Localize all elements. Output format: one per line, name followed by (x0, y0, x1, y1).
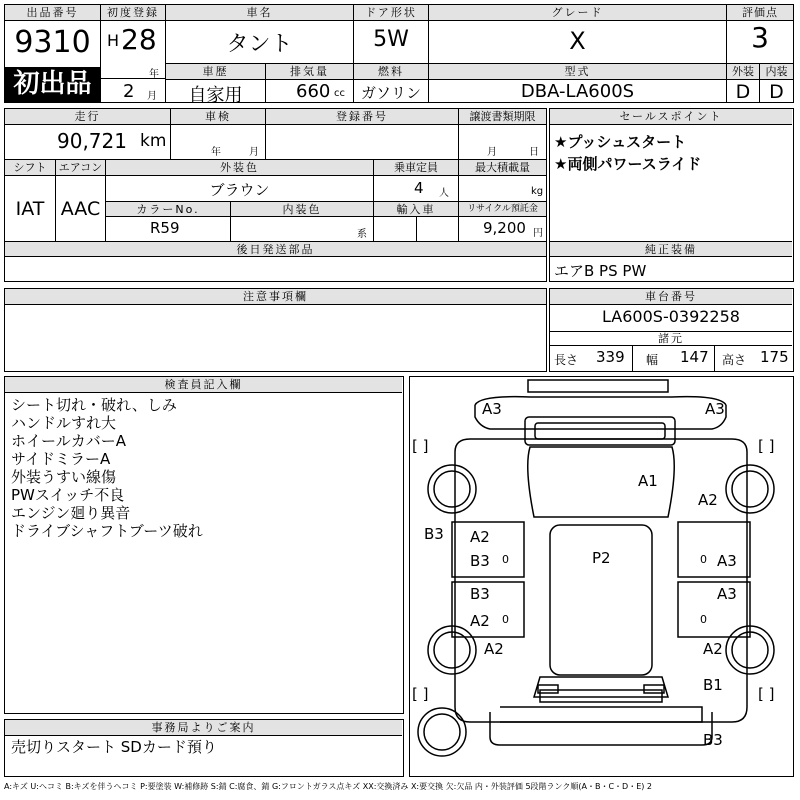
rear-light-right (644, 685, 664, 693)
damage-diagram (409, 376, 794, 777)
equipment-cell (550, 241, 792, 281)
grille (535, 423, 665, 439)
capacity-label: 乗車定員 (374, 160, 458, 176)
year-unit: 年 (149, 69, 159, 80)
damage-a2-right-rear: A2 (703, 640, 723, 658)
import-label: 輸入車 (374, 202, 458, 217)
inspector-line-8: ドライブシャフトブーツ破れ (11, 522, 203, 540)
length: 339 (596, 348, 625, 366)
door: 5W (373, 27, 409, 52)
damage-p2-roof: P2 (592, 549, 611, 567)
shift: IAT (15, 198, 45, 220)
bracket-right-top: [ ] (758, 437, 775, 455)
first-reg-year: 28 (121, 23, 157, 56)
damage-b1-right-rear: B1 (703, 676, 723, 694)
door-mark-fl: 0 (502, 553, 509, 566)
equipment: エアB PS PW (554, 262, 647, 280)
shift-label: シフト (5, 160, 55, 176)
divider (714, 346, 715, 371)
first-reg-cell (100, 5, 165, 102)
door-front-right (678, 522, 750, 577)
score-label: 評価点 (727, 5, 793, 21)
mileage-unit: km (140, 131, 167, 151)
displacement-label: 排気量 (266, 64, 353, 80)
damage-a2-left-rear: A2 (484, 640, 504, 658)
wheel-front-right-inner (732, 471, 768, 507)
shift-cell (5, 159, 55, 241)
grade-label: グレード (429, 5, 726, 21)
lot-no: 9310 (14, 25, 91, 60)
color-no-cell (105, 201, 230, 241)
mileage: 90,721 (57, 129, 127, 153)
exterior-label: 外装 (727, 64, 759, 80)
height-label: 高さ (722, 353, 747, 367)
inspector-line-1: シート切れ・破れ、しみ (11, 396, 177, 414)
sales-point-1: ★プッシュスタート (554, 133, 687, 151)
interior-score: D (769, 81, 784, 103)
damage-a2-right-front: A2 (698, 491, 718, 509)
lot-no-label: 出品番号 (5, 5, 100, 21)
legend: A:キズ U:ヘコミ B:キズを伴うヘコミ P:要塗装 W:補修跡 S:錆 C:腐食、錆 G:フロントガラス点キズ XX:交換済み X:要交換 欠:欠品 内・外装評価 5段階ランク順(A・B・C・D・E) 2 (4, 782, 653, 791)
int-color-label: 内装色 (231, 202, 373, 217)
dims-label: 諸元 (550, 332, 792, 346)
sales-points-block (549, 108, 794, 282)
interior-label: 内装 (760, 64, 793, 80)
chassis-block (549, 288, 794, 372)
max-load-unit: kg (531, 186, 544, 197)
inspector-line-7: エンジン廻り異音 (11, 504, 131, 522)
capacity-cell (373, 159, 458, 201)
aircon-label: エアコン (56, 160, 105, 176)
mileage-cell (5, 109, 170, 159)
grade: X (569, 27, 586, 55)
sales-points-label: セールスポイント (550, 109, 792, 125)
spare-wheel-inner (424, 714, 460, 750)
displacement: 660 (296, 81, 331, 102)
inspection-label: 車検 (171, 109, 265, 125)
door-mark-fr: 0 (700, 553, 707, 566)
model-cell (428, 63, 726, 102)
chassis-number: LA600S-0392258 (602, 307, 740, 326)
color-no-label: カラーNo. (106, 202, 230, 217)
ext-color: ブラウン (209, 181, 270, 199)
inspector-notes-block (4, 376, 404, 714)
sales-point-2: ★両側パワースライド (554, 155, 702, 173)
mileage-label: 走行 (5, 109, 170, 125)
damage-b3-left: B3 (424, 525, 444, 543)
width-label: 幅 (646, 353, 659, 367)
history-label: 車歴 (166, 64, 265, 80)
era: H (107, 31, 120, 50)
wheel-front-left (428, 465, 476, 513)
divider (101, 78, 165, 79)
wheel-front-right (726, 465, 774, 513)
lot-no-cell (5, 5, 100, 67)
first-reg-label: 初度登録 (101, 5, 165, 21)
inspector-line-4: サイドミラーA (11, 450, 111, 468)
damage-a3-front-left: A3 (482, 400, 502, 418)
door-mark-rr: 0 (700, 613, 707, 626)
office-notes-block (4, 719, 404, 777)
inspector-line-3: ホイールカバーA (11, 432, 126, 450)
car-name-cell (165, 5, 353, 63)
fuel-cell (353, 63, 428, 102)
plate-cell (265, 109, 458, 159)
model: DBA-LA600S (520, 81, 635, 102)
divider (632, 346, 633, 371)
roof (550, 525, 652, 675)
fuel-label: 燃料 (354, 64, 428, 80)
damage-a3-right-rear-door: A3 (717, 585, 737, 603)
history-cell (165, 63, 265, 106)
office-text: 売切りスタート SDカード預り (11, 738, 217, 756)
first-listing-text: 初出品 (13, 69, 92, 99)
spare-wheel (418, 708, 466, 756)
grade-cell (428, 5, 726, 63)
inspection-cell (170, 109, 265, 159)
inspector-line-5: 外装うすい線傷 (11, 468, 117, 486)
inspector-label: 検査員記入欄 (5, 377, 402, 393)
inspection-month-unit: 月 (249, 147, 259, 158)
height: 175 (760, 348, 789, 366)
recycle-cell (458, 201, 546, 241)
transfer-cell (458, 109, 546, 159)
first-reg-month: 2 (123, 81, 135, 102)
later-parts-label: 後日発送部品 (5, 242, 546, 257)
rear-light-left (538, 685, 558, 693)
history: 自家用 (188, 85, 243, 106)
score-cell (726, 5, 793, 63)
model-label: 型式 (429, 64, 726, 80)
bracket-right-bottom: [ ] (758, 685, 775, 703)
damage-b3-left-door: B3 (470, 552, 490, 570)
car-name: タント (226, 32, 293, 57)
chassis-label: 車台番号 (550, 289, 792, 305)
capacity: 4 (414, 179, 424, 197)
damage-a3-front-right: A3 (705, 400, 725, 418)
front-bumper-marker (528, 380, 668, 392)
wheel-front-left-inner (434, 471, 470, 507)
hood-front (525, 417, 675, 445)
int-color-cell (230, 201, 373, 241)
bracket-left-top: [ ] (412, 437, 429, 455)
vehicle-details-block (4, 108, 547, 282)
import-cell (373, 201, 458, 241)
color-no: R59 (150, 219, 180, 237)
transfer-month-unit: 月 (487, 147, 497, 158)
inspector-line-6: PWスイッチ不良 (11, 486, 125, 504)
score: 3 (751, 21, 769, 54)
displacement-cell (265, 63, 353, 102)
damage-a2-left-door: A2 (470, 528, 490, 546)
width: 147 (680, 348, 709, 366)
rear-glass (534, 677, 668, 697)
header-block (4, 4, 794, 106)
bracket-left-bottom: [ ] (412, 685, 429, 703)
plate-label: 登録番号 (266, 109, 458, 125)
int-color-unit: 系 (357, 229, 367, 240)
max-load-label: 最大積載量 (459, 160, 546, 176)
office-label: 事務局よりご案内 (5, 720, 402, 736)
caution-label: 注意事項欄 (5, 289, 546, 305)
recycle-unit: 円 (533, 228, 543, 239)
door-mark-rl: 0 (502, 613, 509, 626)
later-parts-cell (5, 241, 546, 281)
displacement-unit: cc (334, 88, 345, 99)
first-listing-badge (5, 67, 100, 102)
fuel: ガソリン (360, 84, 421, 102)
transfer-day-unit: 日 (529, 147, 539, 158)
divider (416, 217, 417, 242)
caution-block (4, 288, 547, 372)
max-load-cell (458, 159, 546, 201)
recycle-fee: 9,200 (483, 219, 526, 237)
rear-panel (500, 707, 702, 722)
inspection-year-unit: 年 (211, 147, 221, 158)
damage-b3-rear-bumper: B3 (703, 731, 723, 749)
rear-bumper (490, 712, 712, 745)
door-cell (353, 5, 428, 63)
damage-a2-left-rear-door: A2 (470, 612, 490, 630)
month-unit: 月 (147, 91, 157, 102)
damage-b3-left-rear-door: B3 (470, 585, 490, 603)
damage-a3-right-door: A3 (717, 552, 737, 570)
aircon-cell (55, 159, 105, 241)
capacity-unit: 人 (439, 188, 449, 199)
door-label: ドア形状 (354, 5, 428, 21)
recycle-label: リサイクル預託金 (459, 202, 546, 217)
damage-a1-hood: A1 (638, 472, 658, 490)
ext-color-label: 外装色 (106, 160, 373, 176)
exterior-score-cell (726, 63, 759, 102)
transfer-label: 譲渡書類期限 (459, 109, 546, 125)
length-label: 長さ (554, 353, 579, 367)
car-diagram (410, 377, 792, 775)
ext-color-cell (105, 159, 373, 201)
inspector-line-2: ハンドルすれ大 (11, 414, 117, 432)
car-name-label: 車名 (166, 5, 353, 21)
front-bumper (475, 397, 726, 405)
exterior-score: D (735, 81, 751, 103)
aircon: AAC (60, 198, 101, 220)
equipment-label: 純正装備 (550, 242, 792, 257)
interior-score-cell (759, 63, 793, 102)
